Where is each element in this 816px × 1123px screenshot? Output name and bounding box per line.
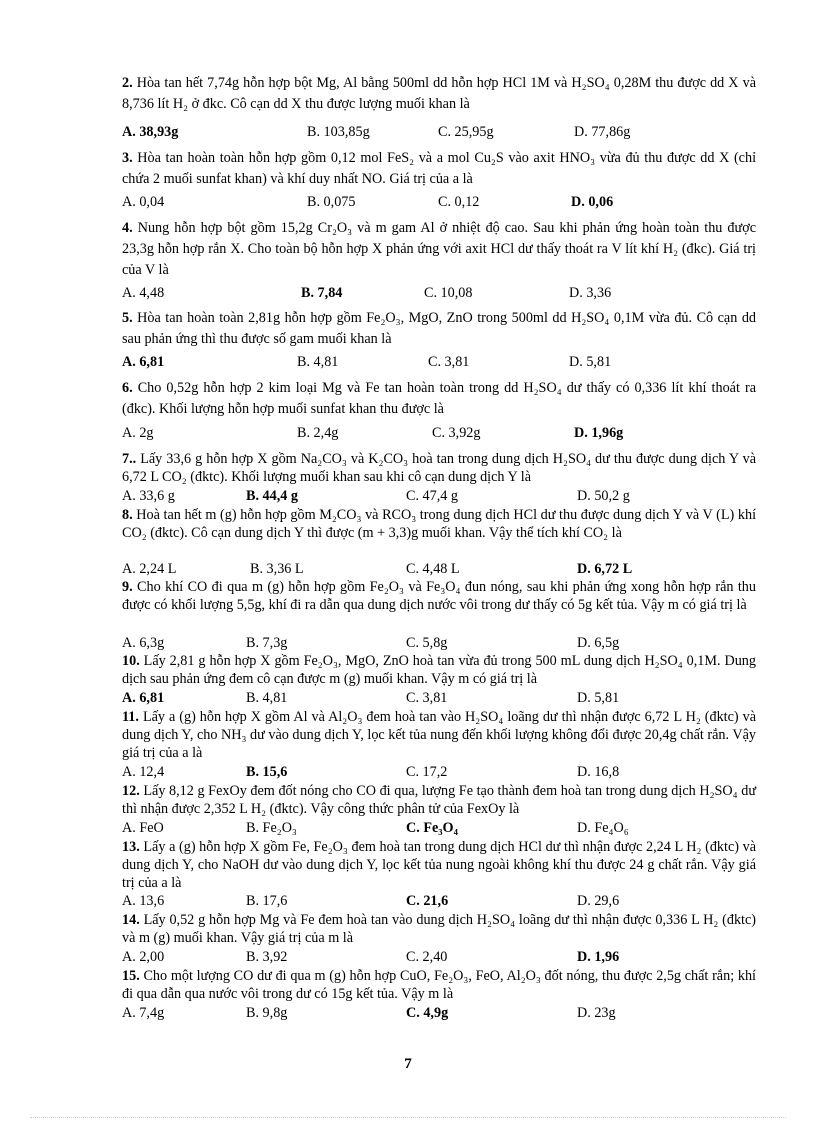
question-text: Lấy 0,52 g hỗn hợp Mg và Fe đem hoà tan vào dung dịch H₂SO₄ loãng dư thì nhận được 0,336 L H₂ (đktc) và m (g) muối khan. Vậy giá trị của m là <box>122 912 756 946</box>
question-text: Hoà tan hết m (g) hỗn hợp gồm M₂CO₃ và RCO₃ trong dung dịch HCl dư thu được dung dịch Y và V (L) khí CO₂ (đktc). Cô cạn dung dịch Y thì được (m + 3,3)g muối khan. Vậy thể tích khí CO₂ là <box>122 507 757 541</box>
option: C. 3,92g <box>432 425 481 441</box>
question-text: Cho 0,52g hỗn hợp 2 kim loại Mg và Fe tan hoàn toàn trong dd H₂SO₄ dư thấy có 0,336 lít khí thoát ra (đkc). Khối lượng hỗn hợp muối sunfat khan thu được là <box>122 380 756 417</box>
option: B. 2,4g <box>297 425 339 441</box>
option: B. 4,81 <box>246 690 288 706</box>
options-9 <box>122 635 762 651</box>
options-5 <box>122 353 762 371</box>
question-12: 12. Lấy 8,12 g FexOy đem đốt nóng cho CO đi qua, lượng Fe tạo thành đem hoà tan trong dung dịch H₂SO₄ dư thì nhận được 2,352 L H₂ (đktc). Vậy công thức phân tử của FexOy là <box>122 783 757 817</box>
option: A. 0,04 <box>122 194 165 210</box>
options-2 <box>122 123 762 141</box>
option: A. 7,4g <box>122 1005 165 1021</box>
option: D. 6,72 L <box>577 561 633 577</box>
option: D. 29,6 <box>577 893 620 909</box>
question-11: 11. Lấy a (g) hỗn hợp X gồm Al và Al₂O₃ đem hoà tan vào H₂SO₄ loãng dư thì nhận được 6,72 L H₂ (đktc) và dung dịch Y, cho NH₃ dư vào dung dịch Y, lọc kết tủa nung đến khối lượng không đổi được 20,4g chất rắn. Vậy giá trị của a là <box>122 709 757 761</box>
question-text: Lấy a (g) hỗn hợp X gồm Fe, Fe₂O₃ đem hoà tan trong dung dịch HCl dư thì nhận được 2,24 L H₂ (đktc) và dung dịch Y, cho NaOH dư vào dung dịch Y, lọc kết tủa nung ngoài không khí thu được 24 g chất rắn. Vậy giá trị của a là <box>122 839 757 891</box>
option: B. 103,85g <box>307 124 370 140</box>
option: C. Fe₃O₄ <box>406 820 458 836</box>
option: B. 44,4 g <box>246 488 299 504</box>
option: B. 7,84 <box>301 285 343 301</box>
option: A. 33,6 g <box>122 488 175 504</box>
question-text: Lấy 33,6 g hỗn hợp X gồm Na₂CO₃ và K₂CO₃ hoà tan trong dung dịch H₂SO₄ dư thu được dung dịch Y và 6,72 L CO₂ (đktc). Khối lượng muối khan sau khi cô cạn dung dịch Y là <box>122 451 756 485</box>
option: B. 3,36 L <box>250 561 304 577</box>
option: D. 1,96g <box>574 425 624 441</box>
option: B. 15,6 <box>246 764 288 780</box>
options-15 <box>122 1005 762 1021</box>
options-3 <box>122 193 762 211</box>
options-6 <box>122 424 762 442</box>
question-text: Hòa tan hoàn toàn hỗn hợp gồm 0,12 mol FeS₂ và a mol Cu₂S vào axit HNO₃ vừa đủ thu được dd X (chỉ chứa 2 muối sunfat khan) và khí duy nhất NO. Giá trị của a là <box>122 150 757 187</box>
question-3: 3. Hòa tan hoàn toàn hỗn hợp gồm 0,12 mol FeS₂ và a mol Cu₂S vào axit HNO₃ vừa đủ thu được dd X (chỉ chứa 2 muối sunfat khan) và khí duy nhất NO. Giá trị của a là <box>122 150 757 187</box>
option: A. 2,24 L <box>122 561 177 577</box>
option: C. 3,81 <box>406 690 448 706</box>
options-14 <box>122 949 762 965</box>
question-text: Hòa tan hoàn toàn 2,81g hỗn hợp gồm Fe₂O₃, MgO, ZnO trong 500ml dd H₂SO₄ 0,1M vừa đủ. Cô cạn dd sau phản ứng thì thu được số gam muối khan là <box>122 310 757 347</box>
options-10 <box>122 690 762 706</box>
option: B. 9,8g <box>246 1005 288 1021</box>
options-11 <box>122 764 762 780</box>
option: C. 3,81 <box>428 354 470 370</box>
question-10: 10. Lấy 2,81 g hỗn hợp X gồm Fe₂O₃, MgO, ZnO hoà tan vừa đủ trong 500 mL dung dịch H₂SO₄ 0,1M. Dung dịch sau phản ứng đem cô cạn được m (g) muối khan. Vậy m có giá trị là <box>122 653 756 687</box>
option: B. 0,075 <box>307 194 356 210</box>
question-15: 15. Cho một lượng CO dư đi qua m (g) hỗn hợp CuO, Fe₂O₃, FeO, Al₂O₃ đốt nóng, thu được 2,5g chất rắn; khí đi qua dẫn qua nước vôi trong dư có 15g kết tủa. Vậy m là <box>122 968 756 1002</box>
option: B. 4,81 <box>297 354 339 370</box>
option: D. 3,36 <box>569 285 612 301</box>
question-7: 7.. Lấy 33,6 g hỗn hợp X gồm Na₂CO₃ và K₂CO₃ hoà tan trong dung dịch H₂SO₄ dư thu được dung dịch Y và 6,72 L CO₂ (đktc). Khối lượng muối khan sau khi cô cạn dung dịch Y là <box>122 451 756 485</box>
option: A. 6,81 <box>122 354 165 370</box>
question-text: Cho một lượng CO dư đi qua m (g) hỗn hợp CuO, Fe₂O₃, FeO, Al₂O₃ đốt nóng, thu được 2,5g chất rắn; khí đi qua dẫn qua nước vôi trong dư có 15g kết tủa. Vậy m là <box>122 968 756 1002</box>
option: D. 23g <box>577 1005 616 1021</box>
option: A. 13,6 <box>122 893 165 909</box>
option: A. 6,81 <box>122 690 165 706</box>
question-14: 14. Lấy 0,52 g hỗn hợp Mg và Fe đem hoà tan vào dung dịch H₂SO₄ loãng dư thì nhận được 0,336 L H₂ (đktc) và m (g) muối khan. Vậy giá trị của m là <box>122 912 756 946</box>
question-text: Lấy 2,81 g hỗn hợp X gồm Fe₂O₃, MgO, ZnO hoà tan vừa đủ trong 500 mL dung dịch H₂SO₄ 0,1M. Dung dịch sau phản ứng đem cô cạn được m (g) muối khan. Vậy m có giá trị là <box>122 653 756 687</box>
option: D. 1,96 <box>577 949 620 965</box>
page-number: 7 <box>404 1056 412 1072</box>
option: D. 0,06 <box>571 194 614 210</box>
option: B. Fe₂O₃ <box>246 820 297 836</box>
option: D. 16,8 <box>577 764 620 780</box>
footer-divider <box>30 1117 786 1118</box>
question-text: Lấy 8,12 g FexOy đem đốt nóng cho CO đi qua, lượng Fe tạo thành đem hoà tan trong dung dịch H₂SO₄ dư thì nhận được 2,352 L H₂ (đktc). Vậy công thức phân tử của FexOy là <box>122 783 757 817</box>
option: C. 17,2 <box>406 764 448 780</box>
question-text: Lấy a (g) hỗn hợp X gồm Al và Al₂O₃ đem hoà tan vào H₂SO₄ loãng dư thì nhận được 6,72 L H₂ (đktc) và dung dịch Y, cho NH₃ dư vào dung dịch Y, lọc kết tủa nung đến khối lượng không đổi được 20,4g chất rắn. Vậy giá trị của a là <box>122 709 757 761</box>
question-13: 13. Lấy a (g) hỗn hợp X gồm Fe, Fe₂O₃ đem hoà tan trong dung dịch HCl dư thì nhận được 2,24 L H₂ (đktc) và dung dịch Y, cho NaOH dư vào dung dịch Y, lọc kết tủa nung ngoài không khí thu được 24 g chất rắn. Vậy giá trị của a là <box>122 839 757 891</box>
option: C. 5,8g <box>406 635 448 651</box>
option: A. 38,93g <box>122 124 179 140</box>
option: A. 2g <box>122 425 154 441</box>
option: C. 2,40 <box>406 949 448 965</box>
option: A. 6,3g <box>122 635 165 651</box>
option: C. 4,48 L <box>406 561 460 577</box>
option: C. 21,6 <box>406 893 449 909</box>
option: C. 0,12 <box>438 194 480 210</box>
question-8: 8. Hoà tan hết m (g) hỗn hợp gồm M₂CO₃ và RCO₃ trong dung dịch HCl dư thu được dung dịch Y và V (L) khí CO₂ (đktc). Cô cạn dung dịch Y thì được (m + 3,3)g muối khan. Vậy thể tích khí CO₂ là <box>122 507 757 541</box>
option: D. Fe₄O₆ <box>577 820 629 836</box>
option: A. 2,00 <box>122 949 165 965</box>
question-text: Cho khí CO đi qua m (g) hỗn hợp gồm Fe₂O₃ và Fe₃O₄ đun nóng, sau khi phản ứng xong hỗn hợp rắn thu được có khối lượng 5,5g, khí đi ra dẫn qua dung dịch nước vôi trong dư thấy có 5g kết tủa. Vậy m có giá trị là <box>122 579 756 613</box>
question-5: 5. Hòa tan hoàn toàn 2,81g hỗn hợp gồm Fe₂O₃, MgO, ZnO trong 500ml dd H₂SO₄ 0,1M vừa đủ. Cô cạn dd sau phản ứng thì thu được số gam muối khan là <box>122 310 757 347</box>
option: B. 3,92 <box>246 949 288 965</box>
options-4 <box>122 284 762 302</box>
option: C. 25,95g <box>438 124 494 140</box>
options-12 <box>122 820 762 836</box>
question-2: 2. Hòa tan hết 7,74g hỗn hợp bột Mg, Al bằng 500ml dd hỗn hợp HCl 1M và H₂SO₄ 0,28M thu được dd X và 8,736 lít H₂ ở đkc. Cô cạn dd X thu được lượng muối khan là <box>122 75 757 112</box>
option: B. 7,3g <box>246 635 288 651</box>
option: D. 77,86g <box>574 124 631 140</box>
question-9: 9. Cho khí CO đi qua m (g) hỗn hợp gồm Fe₂O₃ và Fe₃O₄ đun nóng, sau khi phản ứng xong hỗn hợp rắn thu được có khối lượng 5,5g, khí đi ra dẫn qua dung dịch nước vôi trong dư thấy có 5g kết tủa. Vậy m có giá trị là <box>122 579 756 613</box>
option: D. 50,2 g <box>577 488 630 504</box>
option: A. 12,4 <box>122 764 165 780</box>
option: A. FeO <box>122 820 164 836</box>
question-text: Nung hỗn hợp bột gồm 15,2g Cr₂O₃ và m gam Al ở nhiệt độ cao. Sau khi phản ứng hoàn toàn thu được 23,3g hỗn hợp rắn X. Cho toàn bộ hỗn hợp X phản ứng với axit HCl dư thấy thoát ra V lít khí H₂ (đkc). Giá trị của V là <box>122 220 757 278</box>
option: C. 4,9g <box>406 1005 449 1021</box>
options-13 <box>122 893 762 909</box>
option: B. 17,6 <box>246 893 288 909</box>
options-8 <box>122 561 762 577</box>
options-7 <box>122 488 762 504</box>
option: C. 10,08 <box>424 285 473 301</box>
option: D. 5,81 <box>569 354 612 370</box>
question-text: Hòa tan hết 7,74g hỗn hợp bột Mg, Al bằng 500ml dd hỗn hợp HCl 1M và H₂SO₄ 0,28M thu được dd X và 8,736 lít H₂ ở đkc. Cô cạn dd X thu được lượng muối khan là <box>122 75 757 112</box>
question-6: 6. Cho 0,52g hỗn hợp 2 kim loại Mg và Fe tan hoàn toàn trong dd H₂SO₄ dư thấy có 0,336 lít khí thoát ra (đkc). Khối lượng hỗn hợp muối sunfat khan thu được là <box>122 380 756 417</box>
option: C. 47,4 g <box>406 488 459 504</box>
option: D. 5,81 <box>577 690 620 706</box>
question-4: 4. Nung hỗn hợp bột gồm 15,2g Cr₂O₃ và m gam Al ở nhiệt độ cao. Sau khi phản ứng hoàn toàn thu được 23,3g hỗn hợp rắn X. Cho toàn bộ hỗn hợp X phản ứng với axit HCl dư thấy thoát ra V lít khí H₂ (đkc). Giá trị của V là <box>122 220 757 278</box>
option: A. 4,48 <box>122 285 165 301</box>
option: D. 6,5g <box>577 635 620 651</box>
